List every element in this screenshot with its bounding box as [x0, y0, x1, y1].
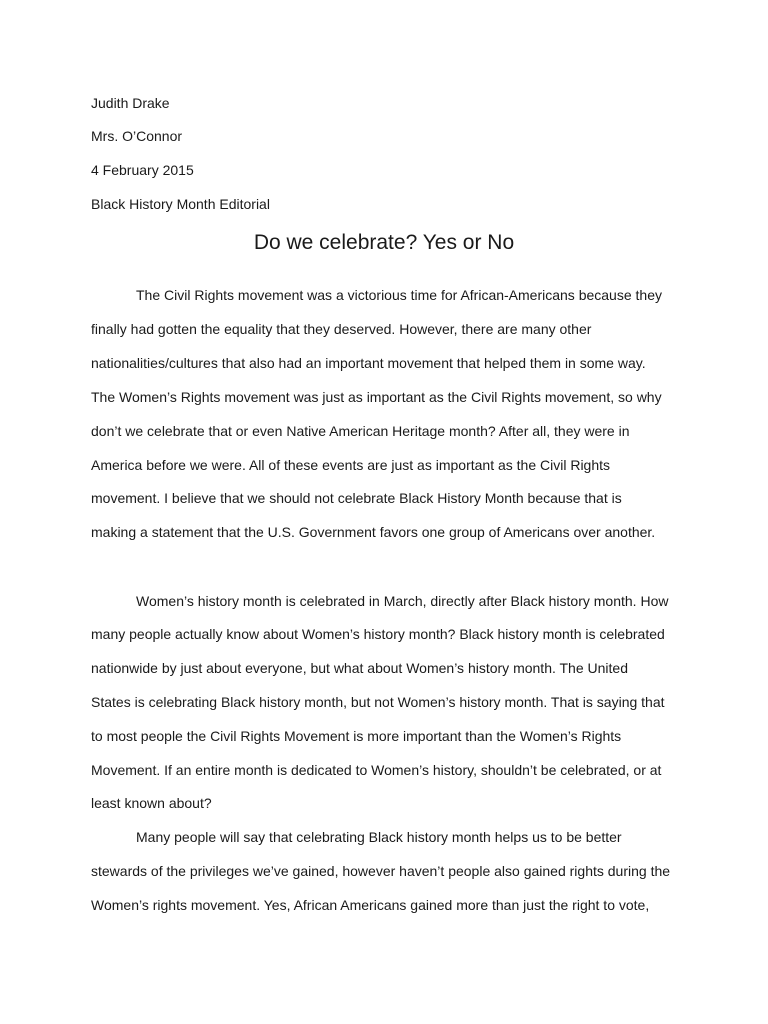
paragraph-line: finally had gotten the equality that they deserved. However, there are many other [91, 321, 592, 337]
paragraph-line: The Civil Rights movement was a victorious time for African-Americans because they [136, 287, 662, 303]
paragraph-line: States is celebrating Black history month, but not Women’s history month. That is saying that [91, 694, 665, 710]
paragraph-line: least known about? [91, 795, 212, 811]
paragraph-line: Women’s rights movement. Yes, African Americans gained more than just the right to vote, [91, 897, 650, 913]
paragraph-line: to most people the Civil Rights Movement is more important than the Women’s Rights [91, 728, 622, 744]
date: 4 February 2015 [91, 162, 194, 178]
paragraph-line: nationalities/cultures that also had an important movement that helped them in some way. [91, 355, 646, 371]
paragraph-line: nationwide by just about everyone, but what about Women’s history month. The United [91, 660, 628, 676]
teacher-name: Mrs. O’Connor [91, 128, 183, 144]
paragraph-line: Women’s history month is celebrated in March, directly after Black history month. How [136, 593, 669, 609]
paragraph-line: Movement. If an entire month is dedicated to Women’s history, shouldn’t be celebrated, or at [91, 762, 662, 778]
assignment-title: Black History Month Editorial [91, 196, 270, 212]
essay-title: Do we celebrate? Yes or No [253, 231, 515, 254]
paragraph-line: many people actually know about Women’s history month? Black history month is celebrated [91, 626, 665, 642]
paragraph-line: Many people will say that celebrating Black history month helps us to be better [136, 829, 622, 845]
paragraph-line: America before we were. All of these events are just as important as the Civil Rights [91, 457, 611, 473]
paragraph-line: stewards of the privileges we’ve gained, however haven’t people also gained rights during the [91, 863, 671, 879]
paragraph-line: don’t we celebrate that or even Native American Heritage month? After all, they were in [91, 423, 630, 439]
paragraph-line: making a statement that the U.S. Government favors one group of Americans over another. [91, 524, 656, 540]
author-name: Judith Drake [91, 95, 170, 111]
paragraph-line: The Women’s Rights movement was just as important as the Civil Rights movement, so why [91, 389, 662, 405]
paragraph-line: movement. I believe that we should not celebrate Black History Month because that is [91, 490, 622, 506]
